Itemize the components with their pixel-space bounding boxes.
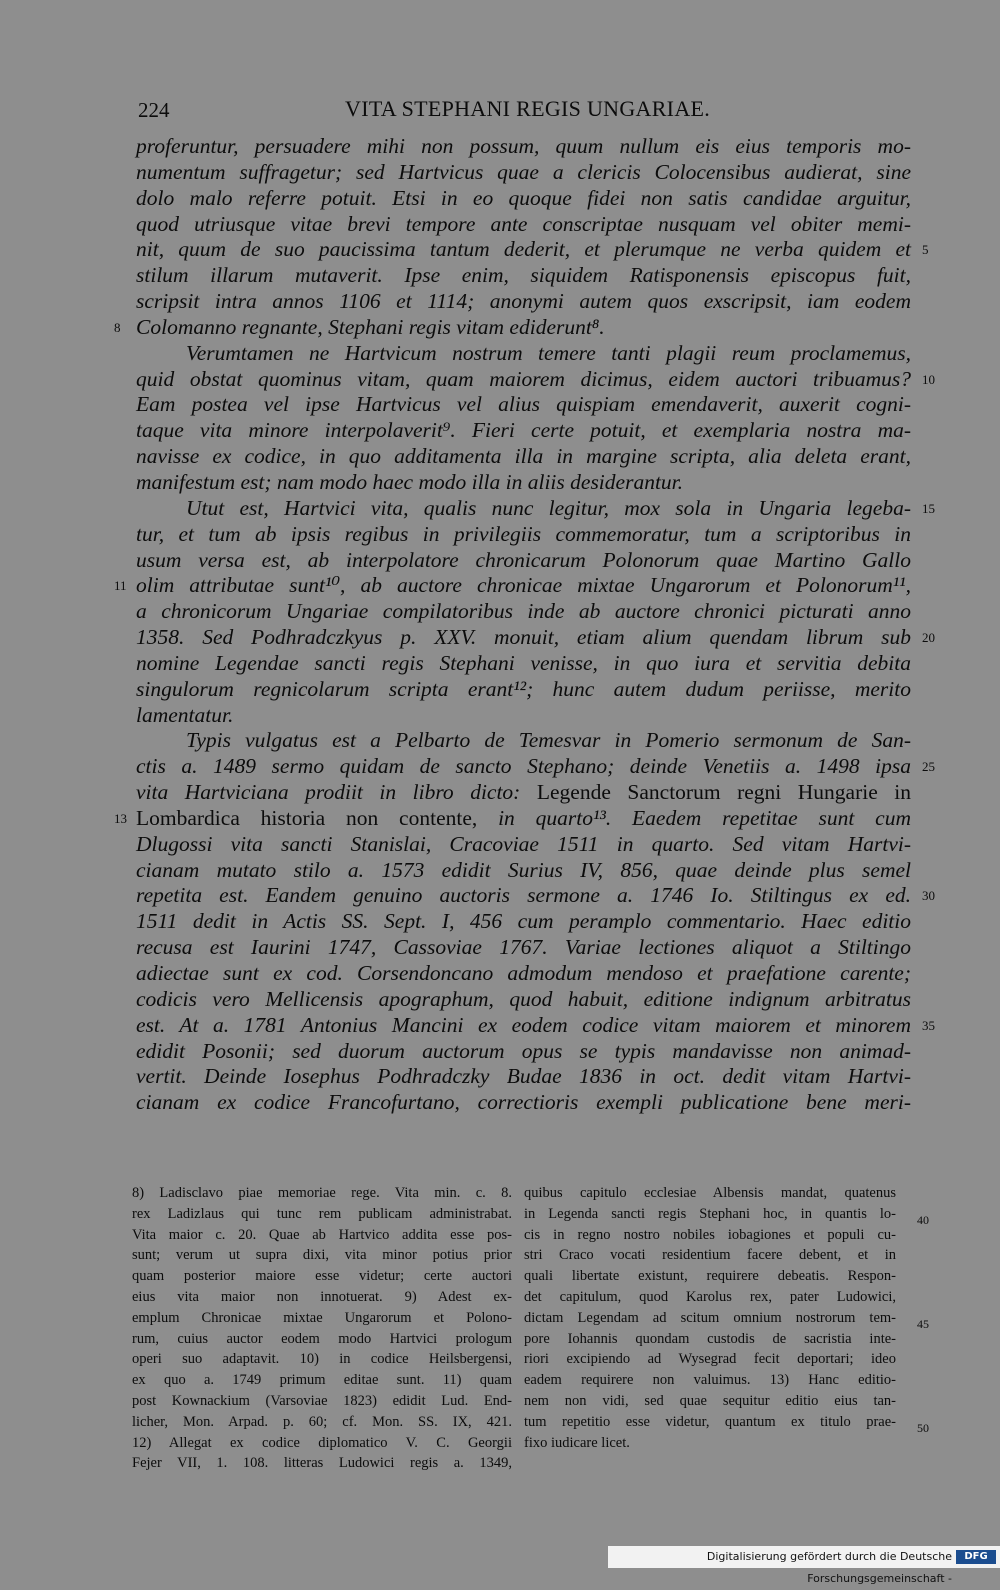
footnote-line: pore Iohannis quondam custodis de sacristia inte- (524, 1330, 896, 1347)
text-line: manifestum est; nam modo haec modo illa in aliis desiderantur. (136, 469, 684, 494)
footnote-line: licher, Mon. Arpad. p. 60; cf. Mon. SS. IX, 421. (132, 1413, 512, 1430)
footnote-ref-margin: 8 (114, 319, 121, 335)
footer-text: Digitalisierung gefördert durch die Deutsche Forschungsgemeinschaft - (706, 1550, 952, 1585)
footnote-margin-number: 45 (917, 1317, 929, 1331)
footnote-line: emplum Chronicae mixtae Ungarorum et Polono- (132, 1309, 512, 1326)
running-head: VITA STEPHANI REGIS UNGARIAE. (345, 96, 711, 121)
footnote-line: post Kownackium (Varsoviae 1823) edidit Lud. End- (132, 1392, 512, 1409)
text-line-wrap (136, 780, 911, 806)
footnote-line: riori excipiendo ad Wysegrad fecit deportari; ideo (524, 1351, 896, 1368)
footnotes-right-column (524, 1183, 896, 1453)
footnote-ref-margin: 11 (114, 578, 127, 594)
text-line: olim attributae sunt¹⁰, ab auctore chronicae mixtae Ungarorum et Polonorum¹¹, (136, 573, 911, 598)
text-line: taque vita minore interpolaverit⁹. Fieri certe potuit, et exemplaria nostra ma- (136, 418, 911, 443)
margin-number: 15 (922, 500, 935, 516)
footnote-line: eadem requirere non valuimus. 13) Hanc editio- (524, 1372, 896, 1389)
margin-number: 10 (922, 371, 935, 387)
text-line: usum versa est, ab interpolatore chronicarum Polonorum quae Martino Gallo (136, 547, 911, 572)
text-line: ctis a. 1489 sermo quidam de sancto Stephano; deinde Venetiis a. 1498 ipsa (136, 754, 911, 779)
main-text (114, 134, 935, 1116)
footnotes (132, 1183, 929, 1473)
text-line: Typis vulgatus est a Pelbarto de Temesvar in Pomerio sermonum de San- (186, 728, 911, 753)
footnote-line: sunt; verum ut supra dixi, vita minor potius prior (132, 1247, 512, 1264)
footnote-line: fixo iudicare licet. (524, 1434, 630, 1451)
footnote-line: nem non vidi, sed quae sequitur editio eius tan- (524, 1392, 896, 1409)
text-line: cianam ex codice Francofurtano, correctioris exempli publicatione bene meri- (136, 1090, 911, 1115)
footnote-line: 8) Ladisclavo piae memoriae rege. Vita min. c. 8. (132, 1185, 512, 1201)
text-line: in quarto¹³. Eaedem repetitae sunt cum (498, 805, 912, 830)
text-line: edidit Posonii; sed duorum auctorum opus se typis mandavisse non animad- (136, 1038, 911, 1063)
text-line: Verumtamen ne Hartvicum nostrum temere tanti plagii reum proclamemus, (186, 340, 911, 365)
footnote-line: ex quo a. 1749 primum editae sunt. 11) quam (132, 1372, 512, 1389)
footnote-ref-margin: 13 (114, 810, 127, 826)
text-line: repetita est. Eandem genuino auctoris sermone a. 1746 Io. Stiltingus ex ed. (136, 883, 911, 908)
footnote-line: rex Ladizlaus qui tunc rem publicam administrabat. (132, 1205, 512, 1222)
footnote-line: stri Craco vocati residentium facere debent, et in (524, 1247, 896, 1264)
text-line: 1511 dedit in Actis SS. Sept. I, 456 cum peramplo commentario. Haec editio (136, 909, 911, 934)
margin-number: 30 (922, 888, 935, 904)
footnote-line: rum, cuius auctor eodem modo Hartvici prologum (132, 1330, 512, 1347)
footnote-line: 12) Allegat ex codice diplomatico V. C. Georgii (132, 1434, 512, 1451)
text-line-wrap (136, 754, 935, 780)
text-line: recusa est Iaurini 1747, Cassoviae 1767. Variae lectiones aliquot a Stiltingo (136, 935, 911, 960)
text-line-wrap (136, 237, 929, 263)
footnote-line: det capitulum, quod Karolus rex, pater Ludowici, (524, 1288, 896, 1305)
text-line: Dlugossi vita sancti Stanislai, Cracoviae 1511 in quarto. Sed vitam Hartvi- (136, 831, 911, 856)
footnote-margin-number: 50 (917, 1421, 929, 1435)
text-line: Eam postea vel ipse Hartvicus vel alius quispiam emendaverit, auxerit cogni- (136, 392, 911, 417)
footnote-margin-number: 40 (917, 1213, 929, 1227)
digitization-footer (608, 1546, 1000, 1585)
footnote-line: cis in regno nostro nobiles iobagiones et populi cu- (524, 1226, 896, 1243)
text-line: vertit. Deinde Iosephus Podhradczky Budae 1836 in oct. dedit vitam Hartvi- (136, 1064, 911, 1089)
text-line: 1358. Sed Podhradczkyus p. XXV. monuit, etiam alium quendam librum sub (136, 625, 911, 650)
margin-number: 35 (922, 1017, 935, 1033)
text-line: singulorum regnicolarum scripta erant¹²; hunc autem dudum periisse, merito (136, 676, 911, 701)
text-line: dolo malo referre potuit. Etsi in eo quoque fidei non satis candidae arguitur, (136, 185, 911, 210)
footnote-line: tum repetitio esse videtur, quantum ex titulo prae- (524, 1413, 896, 1430)
page-header (0, 92, 1000, 132)
text-line-wrap (136, 1012, 935, 1039)
text-line-wrap (114, 314, 911, 341)
text-line: tur, et tum ab ipsis regibus in privilegiis commemoratur, tum a scriptoribus in (136, 521, 911, 546)
text-line: Utut est, Hartvici vita, qualis nunc legitur, mox sola in Ungaria legeba- (186, 495, 911, 520)
text-line-wrap (136, 366, 935, 393)
text-line: quod utriusque vitae brevi tempore ante conscriptae nusquam vel obiter memi- (136, 211, 911, 236)
text-line: cianam mutato stilo a. 1573 edidit Surius IV, 856, quae deinde plus semel (136, 857, 911, 882)
text-line: vita Hartviciana prodiit in libro dicto: (136, 780, 537, 805)
text-line-wrap (136, 625, 935, 651)
footnote-line: operi suo adaptavit. 10) in codice Heilsbergensi, (132, 1351, 512, 1368)
text-line: a chronicorum Ungariae compilatoribus inde ab auctore chronici picturati anno (136, 599, 911, 624)
text-line: numentum suffragetur; sed Hartvicus quae a clericis Colocensibus audierat, sine (136, 159, 911, 184)
text-line-roman: Legende Sanctorum regni Hungarie in (536, 780, 911, 805)
margin-number: 20 (922, 630, 935, 646)
footnote-line: in Legenda sancti regis Stephani hoc, in quantis lo- (524, 1205, 896, 1222)
text-line-wrap (114, 573, 911, 599)
footnote-line: Vita maior c. 20. Quae ab Hartvico addita esse pos- (132, 1226, 512, 1243)
footnote-line: quali libertate existunt, requirere debeatis. Respon- (524, 1268, 896, 1285)
dfg-logo: DFG (956, 1550, 996, 1564)
page-number: 224 (138, 98, 170, 122)
margin-number: 25 (922, 759, 935, 775)
text-line-wrap (136, 883, 935, 909)
footnote-line: quam posterior maiore esse videtur; certe auctori (132, 1268, 512, 1285)
text-line: quid obstat quominus vitam, quam maiorem dicimus, eidem auctori tribuamus? (136, 366, 911, 391)
footnote-line: quibus capitulo ecclesiae Albensis mandat, quatenus (524, 1185, 896, 1201)
text-line: est. At a. 1781 Antonius Mancini ex eodem codice vitam maiorem et minorem (136, 1012, 911, 1037)
margin-number: 5 (922, 242, 929, 258)
text-line: lamentatur. (136, 702, 234, 727)
text-line-wrap (114, 805, 912, 832)
text-line-roman: Lombardica historia non contente, (136, 805, 499, 830)
text-line: nomine Legendae sancti regis Stephani venisse, in quo iura et servitia debita (136, 650, 911, 675)
text-line: navisse ex codice, in quo additamenta illa in margine scripta, alia deleta erant, (136, 444, 911, 469)
text-line: nit, quum de suo paucissima tantum dederit, et plerumque ne verba quidem et (136, 237, 911, 262)
footnote-line: eius vita maior non innotuerat. 9) Adest ex- (132, 1288, 512, 1305)
text-line: Colomanno regnante, Stephani regis vitam ediderunt⁸. (136, 314, 605, 339)
footnote-line: Fejer VII, 1. 108. litteras Ludowici regis a. 1349, (132, 1455, 512, 1472)
text-line: stilum illarum mutaverit. Ipse enim, siquidem Ratisponensis episcopus fuit, (136, 263, 911, 288)
footnote-line: dictam Legendam ad scitum omnium nostrorum tem- (524, 1309, 896, 1326)
text-line-wrap (136, 495, 935, 522)
text-line: adiectae sunt ex cod. Corsendoncano admodum mendoso et praefatione carente; (136, 961, 911, 985)
text-line: codicis vero Mellicensis apographum, quod habuit, editione indignum arbitratus (136, 986, 911, 1011)
text-line: scripsit intra annos 1106 et 1114; anonymi autem quos exscripsit, iam eodem (136, 289, 911, 314)
footnotes-left-column (132, 1183, 512, 1474)
text-line: proferuntur, persuadere mihi non possum, quum nullum eis eius temporis mo- (136, 134, 911, 158)
